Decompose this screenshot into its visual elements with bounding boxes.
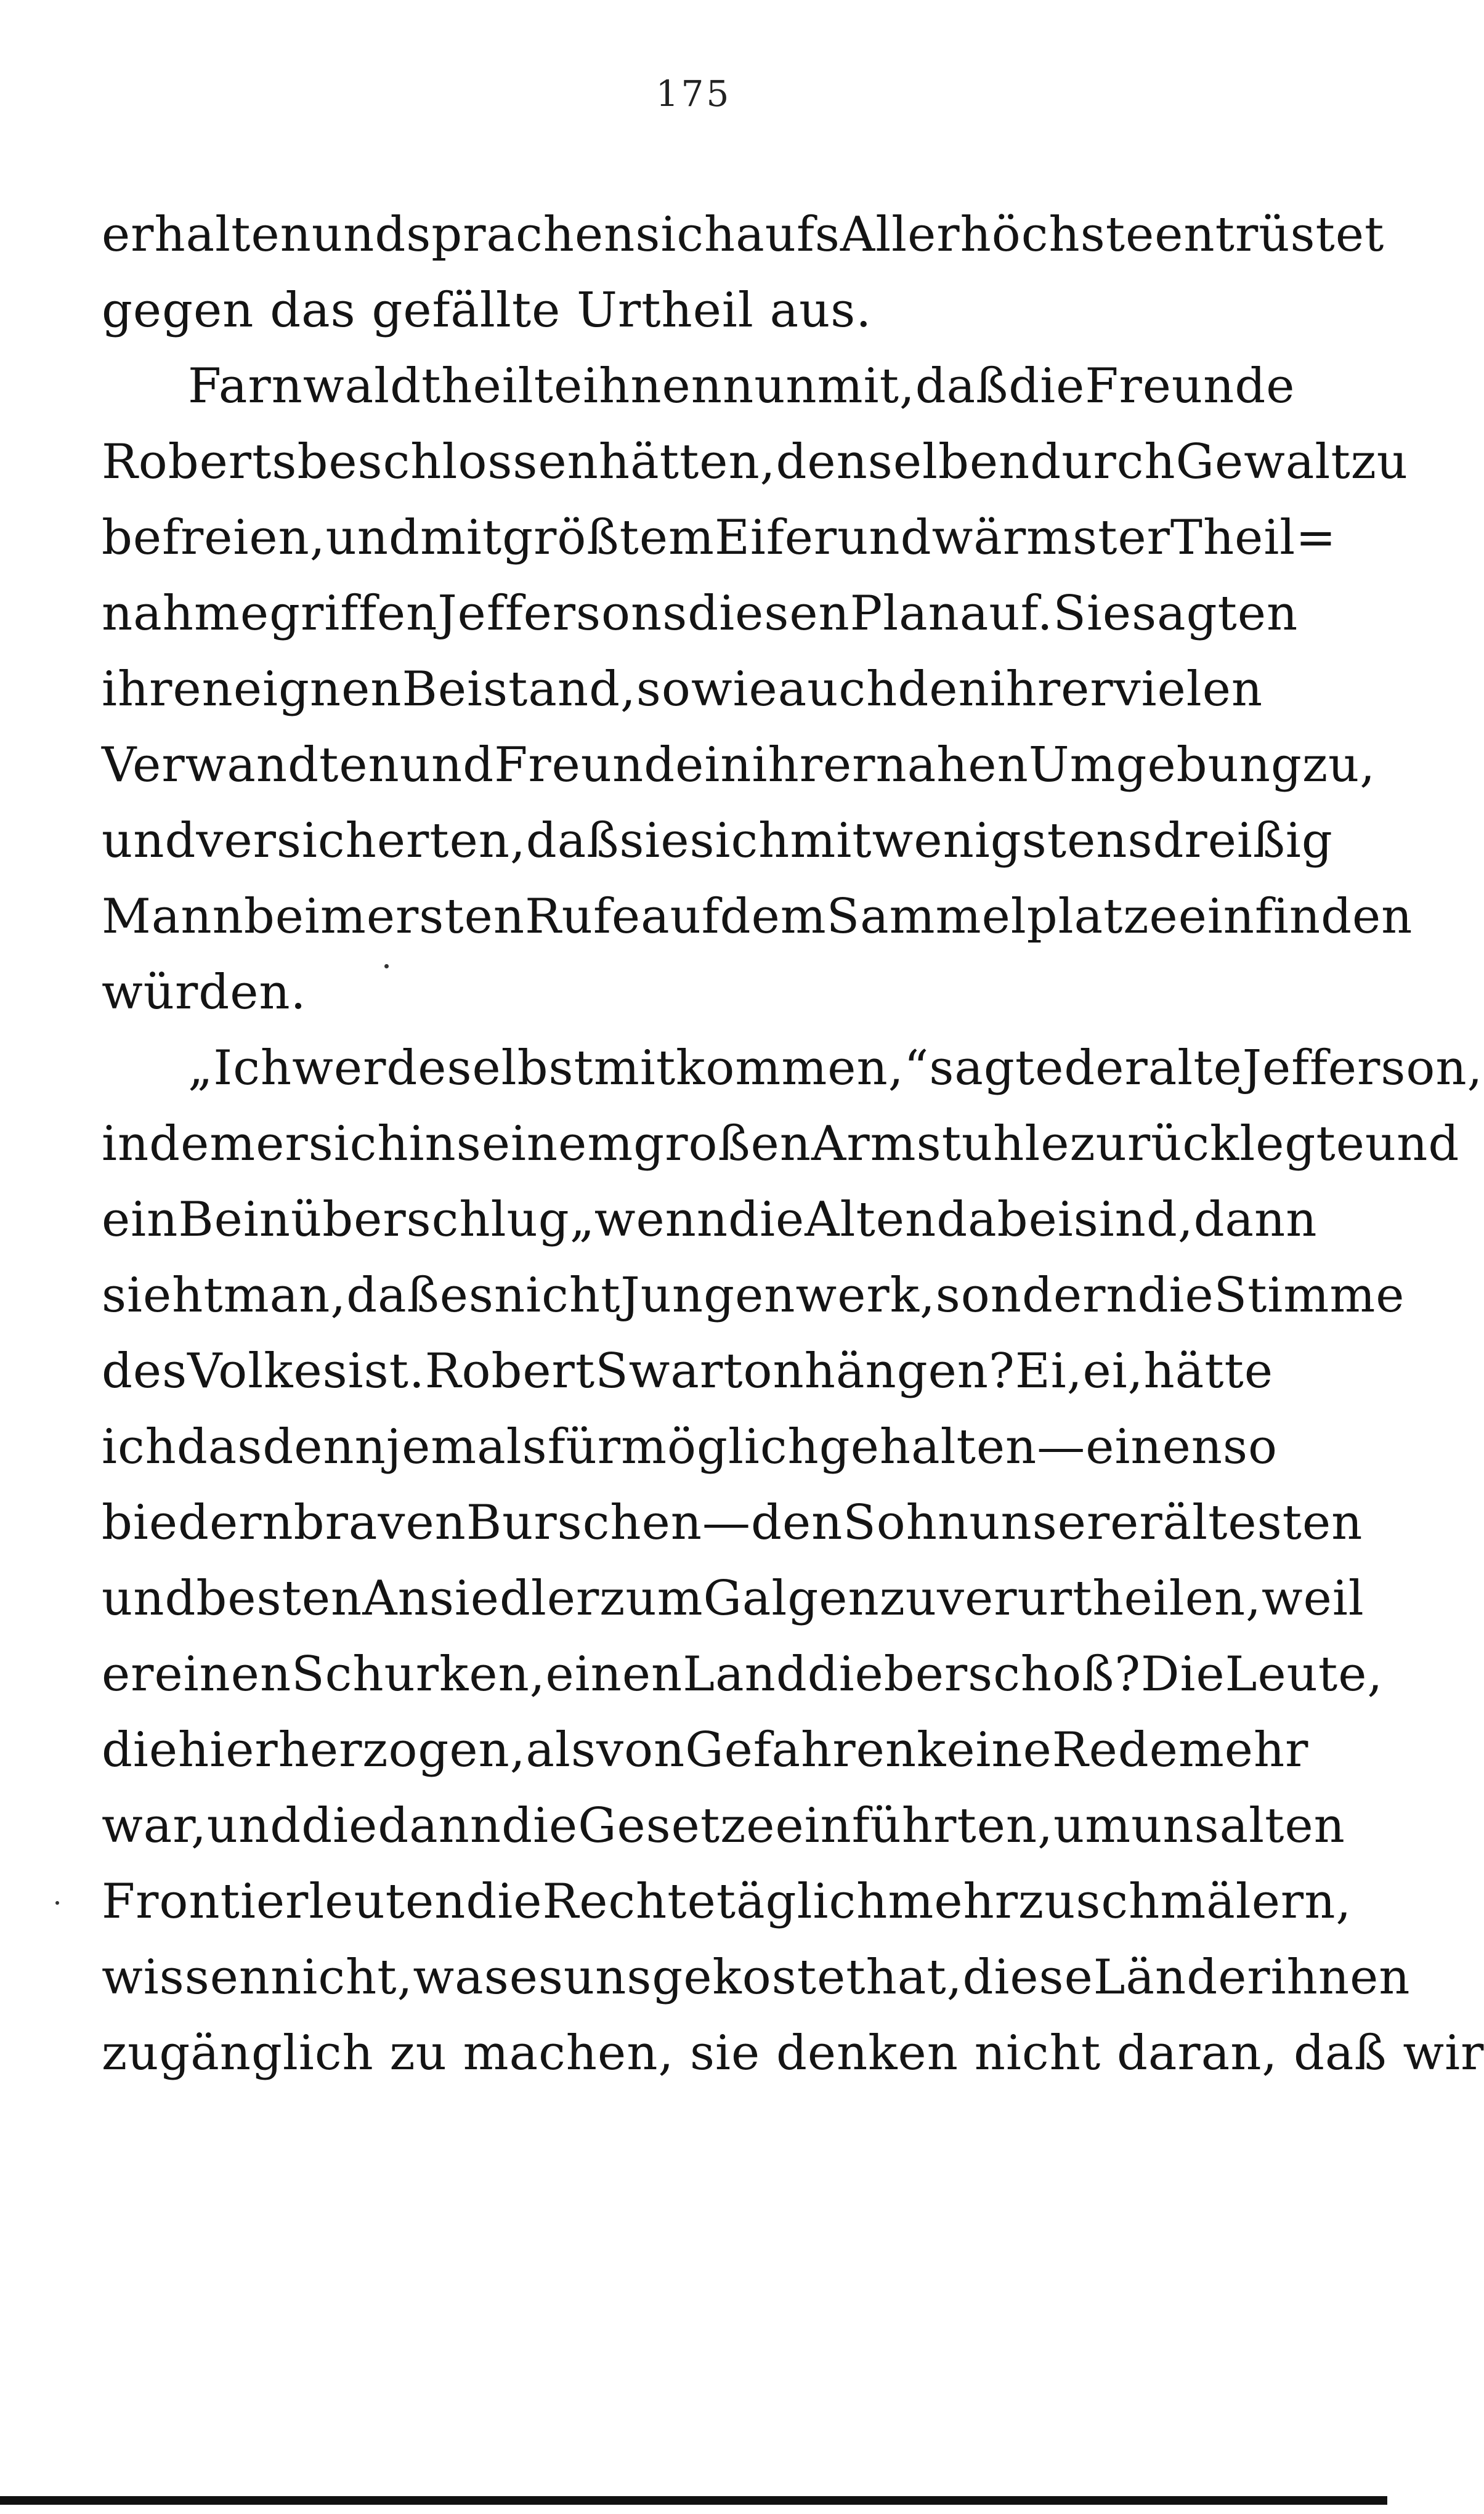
text-line: ich das denn jemals für möglich gehalten — einen so [102,1419,1278,1475]
page-number: 175 [655,73,732,115]
text-line: Mann beim ersten Rufe auf dem Sammelplatze einfinden [102,889,1413,944]
body-text [102,197,1484,2091]
text-line: war, und die dann die Gesetze einführten, um uns alten [102,1798,1345,1854]
ink-speck [55,1901,59,1905]
text-line: die hierher zogen, als von Gefahren keine Rede mehr [102,1722,1309,1778]
text-line: Verwandten und Freunde in ihrer nahen Umgebung zu, [102,737,1376,793]
text-line: und versicherten, daß sie sich mit wenigstens dreißig [102,813,1333,869]
text-line: des Volkes ist. Robert Swarton hängen? Ei, ei, hätte [102,1344,1274,1399]
text-line: wissen nicht, was es uns gekostet hat, diese Länder ihnen [102,1950,1411,2005]
text-line: würden. [102,965,307,1020]
text-line: „Ich werde selbst mitkommen,“ sagte der alte Jefferson, [188,1040,1483,1096]
text-line: indem er sich in seinem großen Armstuhle zurücklegte und [102,1116,1460,1172]
text-line: befreien, und mit größtem Eifer und wärmster Theil= [102,510,1337,566]
text-line: zugänglich zu machen, sie denken nicht daran, daß wir [102,2025,1484,2081]
bottom-rule [0,2496,1387,2505]
text-line: erhalten und sprachen sich aufs Allerhöchste entrüstet [102,207,1385,262]
text-line: biedern braven Burschen — den Sohn unserer ältesten [102,1495,1363,1551]
text-line: und besten Ansiedler zum Galgen zu verurtheilen, weil [102,1571,1364,1626]
text-line: Roberts beschlossen hätten, denselben durch Gewalt zu [102,434,1409,490]
text-line: sieht man, daß es nicht Jungenwerk, sondern die Stimme [102,1268,1405,1323]
text-line: ihren eignen Beistand, so wie auch den ihrer vielen [102,662,1263,717]
text-line: Farnwald theilte ihnen nun mit, daß die Freunde [188,359,1295,414]
ink-speck [384,964,389,968]
text-line: ein Bein überschlug „wenn die Alten dabei sind, dann [102,1192,1318,1247]
text-line: Frontierleuten die Rechte täglich mehr zu schmälern, [102,1874,1352,1929]
text-line: er einen Schurken, einen Landdieb erschoß? Die Leute, [102,1647,1384,1702]
text-line: gegen das gefällte Urtheil aus. [102,283,872,338]
text-line: nahme griffen Jeffersons diesen Plan auf. Sie sagten [102,586,1299,641]
